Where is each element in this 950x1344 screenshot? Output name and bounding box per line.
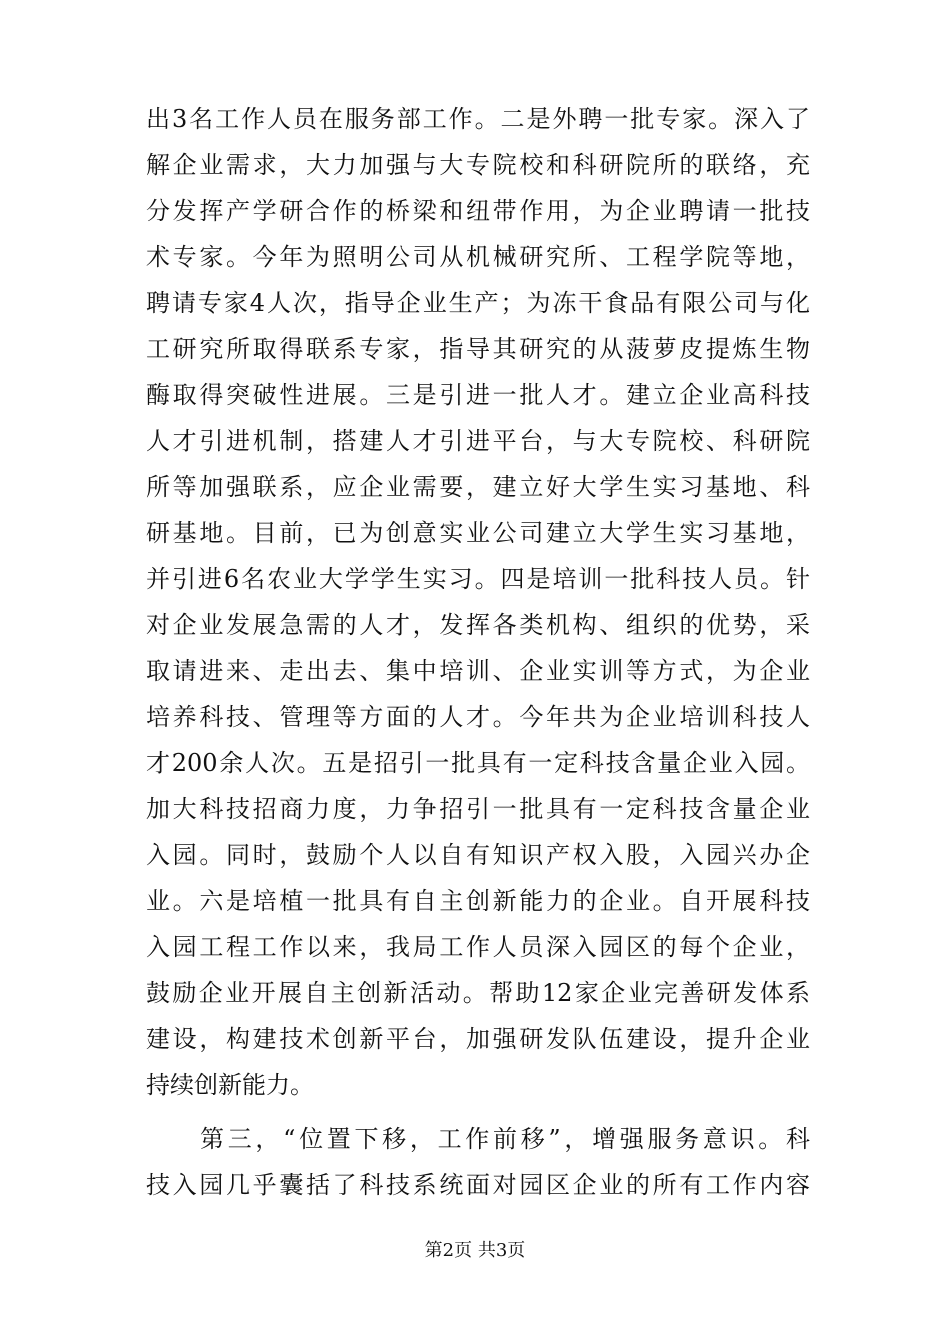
text-line: 取请进来、走出去、集中培训、企业实训等方式，为企业 xyxy=(146,657,810,685)
text-line: 聘请专家4人次，指导企业生产；为冻干食品有限公司与化 xyxy=(146,289,810,317)
text-line: 术专家。今年为照明公司从机械研究所、工程学院等地， xyxy=(146,243,810,271)
text-line: 分发挥产学研合作的桥梁和纽带作用，为企业聘请一批技 xyxy=(146,197,810,225)
text-line: 入园工程工作以来，我局工作人员深入园区的每个企业， xyxy=(146,933,810,961)
text-line: 才200余人次。五是招引一批具有一定科技含量企业入园。 xyxy=(146,749,810,777)
text-line: 技入园几乎囊括了科技系统面对园区企业的所有工作内容 xyxy=(146,1171,810,1199)
text-line: 加大科技招商力度，力争招引一批具有一定科技含量企业 xyxy=(146,795,810,823)
text-line: 所等加强联系，应企业需要，建立好大学生实习基地、科 xyxy=(146,473,810,501)
text-line: 解企业需求，大力加强与大专院校和科研院所的联络，充 xyxy=(146,151,810,179)
text-line: 建设，构建技术创新平台，加强研发队伍建设，提升企业 xyxy=(146,1025,810,1053)
text-line: 并引进6名农业大学学生实习。四是培训一批科技人员。针 xyxy=(146,565,810,593)
text-line: 研基地。目前，已为创意实业公司建立大学生实习基地， xyxy=(146,519,810,547)
text-line: 人才引进机制，搭建人才引进平台，与大专院校、科研院 xyxy=(146,427,810,455)
text-line: 出3名工作人员在服务部工作。二是外聘一批专家。深入了 xyxy=(146,105,810,133)
text-line: 工研究所取得联系专家，指导其研究的从菠萝皮提炼生物 xyxy=(146,335,810,363)
text-line: 培养科技、管理等方面的人才。今年共为企业培训科技人 xyxy=(146,703,810,731)
body-text xyxy=(146,96,810,1208)
text-line: 对企业发展急需的人才，发挥各类机构、组织的优势，采 xyxy=(146,611,810,639)
text-line: 入园。同时，鼓励个人以自有知识产权入股，入园兴办企 xyxy=(146,841,810,869)
text-line: 酶取得突破性进展。三是引进一批人才。建立企业高科技 xyxy=(146,381,810,409)
page-number-footer: 第2页 共3页 xyxy=(424,1240,526,1261)
text-line: 持续创新能力。 xyxy=(146,1071,314,1099)
text-line: 业。六是培植一批具有自主创新能力的企业。自开展科技 xyxy=(146,887,810,915)
paragraph-first-line: 第三，“位置下移，工作前移”，增强服务意识。科 xyxy=(200,1125,810,1153)
text-line: 鼓励企业开展自主创新活动。帮助12家企业完善研发体系 xyxy=(146,979,810,1007)
